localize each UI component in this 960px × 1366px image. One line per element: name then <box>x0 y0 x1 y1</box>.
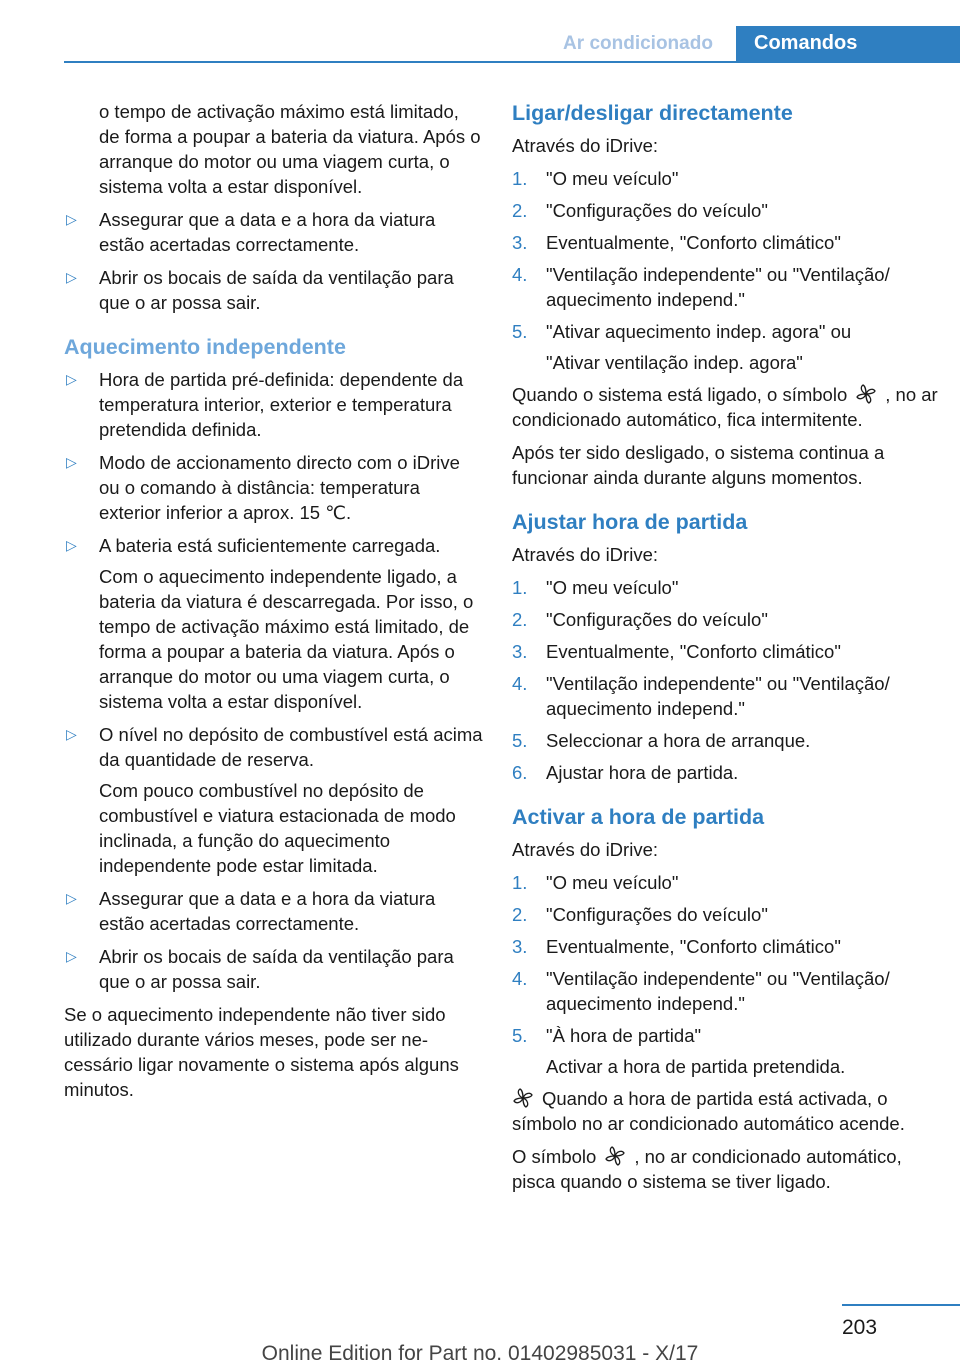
list-item: 1. "O meu veículo" <box>512 577 679 598</box>
triangle-bullet-icon: ▷ <box>66 454 77 470</box>
list-item: 3. Eventualmente, "Conforto climático" <box>512 641 841 662</box>
intro-text: Através do iDrive: <box>512 135 658 156</box>
list-item: 2. "Configurações do veículo" <box>512 904 768 925</box>
battery-note: Com o aquecimento independente ligado, a bateria da viatura é descarregada. Por isso, o tempo de activação máximo está limitado, de forma a poupar a bateria da viatura. Após o arranque do motor ou uma viagem curta, o sistema volta a estar disponível. <box>99 566 474 712</box>
status-note: Quando o sistema está ligado, o símbolo , no ar condicionado automático, fica intermitente. <box>512 384 938 430</box>
triangle-bullet-icon: ▷ <box>66 537 77 553</box>
list-item: 4. "Ventilação independente" ou "Ventilação/ aquecimento independ." <box>512 968 890 1014</box>
list-item: 5. "Ativar aquecimento indep. agora" ou "Ativar ventilação indep. agora" <box>512 321 852 373</box>
header-rule <box>64 61 960 63</box>
closing-paragraph: Se o aquecimento independente não tiver sido utilizado durante vários meses, pode ser necessário ligar novamente o sistema após alguns minutos. <box>64 1004 459 1100</box>
intro-continuation: o tempo de activação máximo está limitado, de forma a poupar a bateria da viatura. Após o arranque do motor ou uma viagem curta, o sistema volta a estar disponível. <box>99 101 481 197</box>
footer-edition-text: Online Edition for Part no. 01402985031 - X/17 <box>261 1342 699 1365</box>
list-item: 2. "Configurações do veículo" <box>512 200 768 221</box>
info-paragraph: Após ter sido desligado, o sistema continua a funcionar ainda durante alguns momentos. <box>512 442 885 488</box>
triangle-bullet-icon: ▷ <box>66 890 77 906</box>
triangle-bullet-icon: ▷ <box>66 211 77 227</box>
prereq-list-3 <box>64 886 484 994</box>
fuel-list <box>64 722 484 772</box>
list-item: ▷ Abrir os bocais de saída da ventilação para que o ar possa sair. <box>66 946 454 992</box>
intro-text: Através do iDrive: <box>512 839 658 860</box>
list-item: 4. "Ventilação independente" ou "Ventilação/ aquecimento independ." <box>512 673 890 719</box>
list-item: 1. "O meu veículo" <box>512 872 679 893</box>
fan-icon <box>604 1145 626 1167</box>
fan-icon <box>855 383 877 405</box>
page-number: 203 <box>842 1316 878 1339</box>
steps-list <box>512 166 942 375</box>
prereq-list-2 <box>64 367 484 558</box>
list-item: 3. Eventualmente, "Conforto climático" <box>512 936 841 957</box>
list-item: ▷ Abrir os bocais de saída da ventilação para que o ar possa sair. <box>66 267 454 313</box>
list-item: 2. "Configurações do veículo" <box>512 609 768 630</box>
status-note: O símbolo , no ar condicionado automático, pisca quando o sistema se tiver ligado. <box>512 1146 902 1192</box>
footer-rule <box>842 1304 960 1306</box>
list-item: ▷ A bateria está suficientemente carregada. <box>66 535 441 556</box>
left-column <box>64 99 484 1110</box>
triangle-bullet-icon: ▷ <box>66 726 77 742</box>
list-item: ▷ Assegurar que a data e a hora da viatura estão acertadas correctamente. <box>66 888 436 934</box>
triangle-bullet-icon: ▷ <box>66 948 77 964</box>
list-item: 6. Ajustar hora de partida. <box>512 762 739 783</box>
list-item: ▷ O nível no depósito de combustível está acima da quantidade de reserva. <box>66 724 483 770</box>
fuel-note: Com pouco combustível no depósito de combustível e viatura estacionada de modo inclinada, a função do aquecimento independente pode estar limitada. <box>99 780 456 876</box>
triangle-bullet-icon: ▷ <box>66 371 77 387</box>
triangle-bullet-icon: ▷ <box>66 269 77 285</box>
list-item: 5. Seleccionar a hora de arranque. <box>512 730 811 751</box>
steps-list <box>512 575 942 785</box>
status-note: Quando a hora de partida está activada, o símbolo no ar condicionado automático acende. <box>512 1088 905 1134</box>
prereq-list-1 <box>64 207 484 315</box>
right-column <box>512 99 942 1202</box>
intro-text: Através do iDrive: <box>512 544 658 565</box>
section-heading: Ajustar hora de partida <box>512 510 748 534</box>
list-item: ▷ Hora de partida pré-definida: dependente da temperatura interior, exterior e temperatura pretendida definida. <box>66 369 464 440</box>
steps-list <box>512 870 942 1079</box>
list-item: 4. "Ventilação independente" ou "Ventilação/ aquecimento independ." <box>512 264 890 310</box>
list-item: 1. "O meu veículo" <box>512 168 679 189</box>
section-heading: Aquecimento independente <box>64 335 346 359</box>
fan-icon <box>512 1087 534 1109</box>
list-item: 5. "À hora de partida" Activar a hora de partida pretendida. <box>512 1025 846 1077</box>
list-item: ▷ Assegurar que a data e a hora da viatura estão acertadas correctamente. <box>66 209 436 255</box>
header-chapter-tab: Comandos <box>736 26 960 61</box>
list-item: ▷ Modo de accionamento directo com o iDrive ou o comando à distância: temperatura exterior inferior a aprox. 15 ℃. <box>66 452 460 523</box>
section-heading: Activar a hora de partida <box>512 805 765 829</box>
section-heading: Ligar/desligar directamente <box>512 101 793 125</box>
list-item: 3. Eventualmente, "Conforto climático" <box>512 232 841 253</box>
header-section-title: Ar condicionado <box>563 33 713 54</box>
